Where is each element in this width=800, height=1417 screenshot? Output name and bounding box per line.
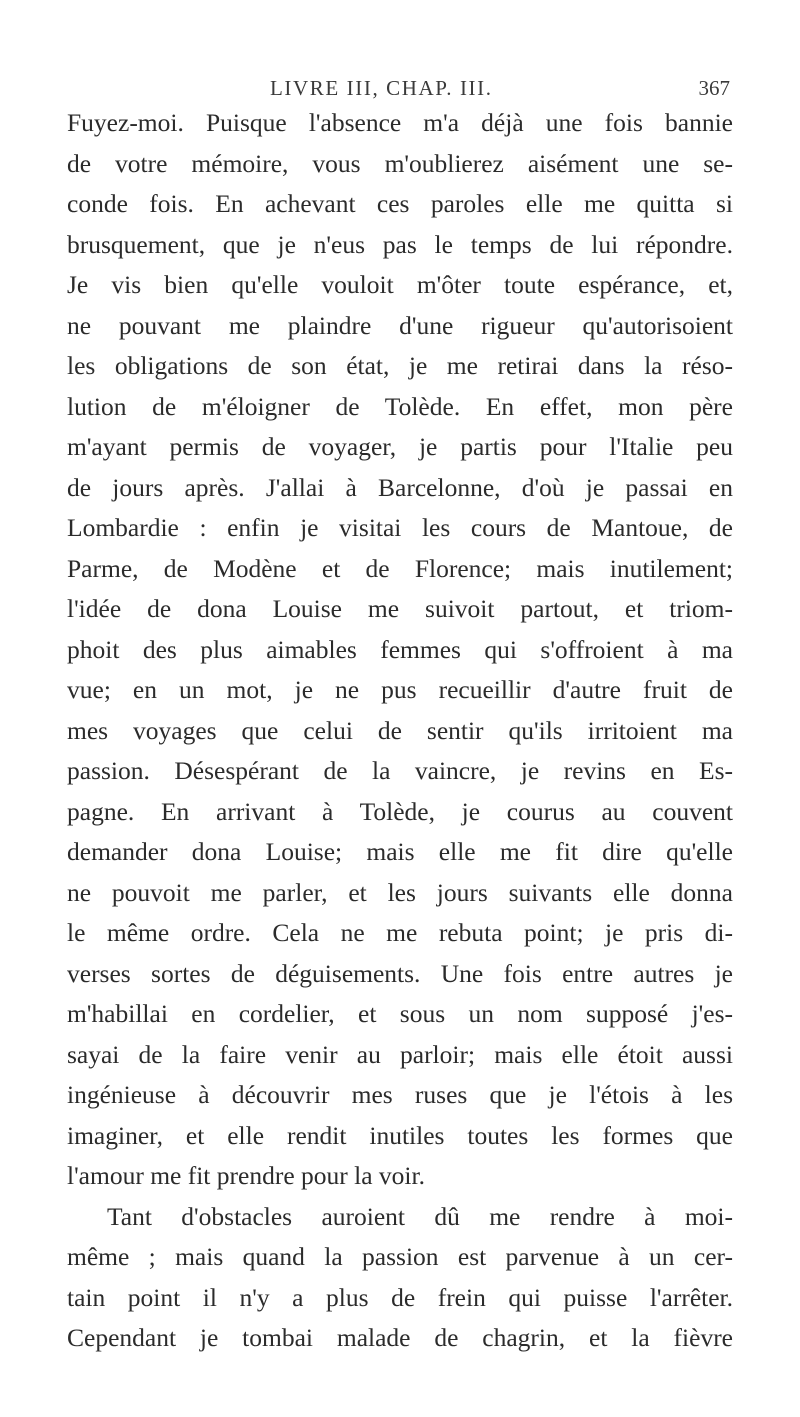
paragraph-end-line: l'amour me fit prendre pour la voir. <box>67 1161 425 1190</box>
text-line: ne pouvoit me parler, et les jours suivants elle donna <box>67 877 733 907</box>
text-line: Lombardie : enfin je visitai les cours de Mantoue, de <box>67 513 733 542</box>
text-line: ne pouvant me plaindre d'une rigueur qu'autorisoient <box>67 310 733 340</box>
text-line: conde fois. En achevant ces paroles elle me quitta si <box>67 189 733 218</box>
text-line: pagne. En arrivant à Tolède, je courus au couvent <box>67 796 733 826</box>
text-line: imaginer, et elle rendit inutiles toutes les formes que <box>67 1120 733 1150</box>
chapter-heading: LIVRE III, CHAP. III. <box>270 76 493 100</box>
paragraph-start-line: Tant d'obstacles auroient dû me rendre à moi- <box>107 1201 733 1231</box>
text-line: vue; en un mot, je ne pus recueillir d'autre fruit de <box>67 675 733 704</box>
text-line: Cependant je tombai malade de chagrin, et la fièvre <box>67 1323 733 1352</box>
text-line: Fuyez-moi. Puisque l'absence m'a déjà une fois bannie <box>67 108 733 137</box>
text-line: Parme, de Modène et de Florence; mais inutilement; <box>67 553 733 583</box>
text-line: le même ordre. Cela ne me rebuta point; je pris di- <box>67 918 733 947</box>
text-line: sayai de la faire venir au parloir; mais elle étoit aussi <box>67 1039 733 1069</box>
text-line: lution de m'éloigner de Tolède. En effet, mon père <box>67 391 733 421</box>
text-line: tain point il n'y a plus de frein qui puisse l'arrêter. <box>67 1282 733 1312</box>
text-line: Je vis bien qu'elle vouloit m'ôter toute espérance, et, <box>67 270 733 299</box>
text-line: ingénieuse à découvrir mes ruses que je l'étois à les <box>67 1080 733 1109</box>
text-line: de jours après. J'allai à Barcelonne, d'où je passai en <box>67 472 733 502</box>
text-line: verses sortes de déguisements. Une fois entre autres je <box>67 958 733 988</box>
text-line: m'ayant permis de voyager, je partis pour l'Italie peu <box>67 432 733 461</box>
text-line: de votre mémoire, vous m'oublierez aisément une se- <box>67 148 733 178</box>
text-line: mes voyages que celui de sentir qu'ils irritoient ma <box>67 715 733 745</box>
text-line: demander dona Louise; mais elle me fit dire qu'elle <box>67 837 733 866</box>
text-line: phoit des plus aimables femmes qui s'offroient à ma <box>67 634 733 664</box>
text-line: même ; mais quand la passion est parvenue à un cer- <box>67 1242 733 1271</box>
text-line: passion. Désespérant de la vaincre, je revins en Es- <box>67 756 733 785</box>
text-line: m'habillai en cordelier, et sous un nom supposé j'es- <box>67 999 733 1028</box>
text-line: brusquement, que je n'eus pas le temps de lui répondre. <box>67 229 733 259</box>
page-number: 367 <box>698 76 730 100</box>
text-line: les obligations de son état, je me retirai dans la réso- <box>67 351 733 380</box>
running-header <box>0 76 800 106</box>
text-line: l'idée de dona Louise me suivoit partout, et triom- <box>67 594 733 623</box>
